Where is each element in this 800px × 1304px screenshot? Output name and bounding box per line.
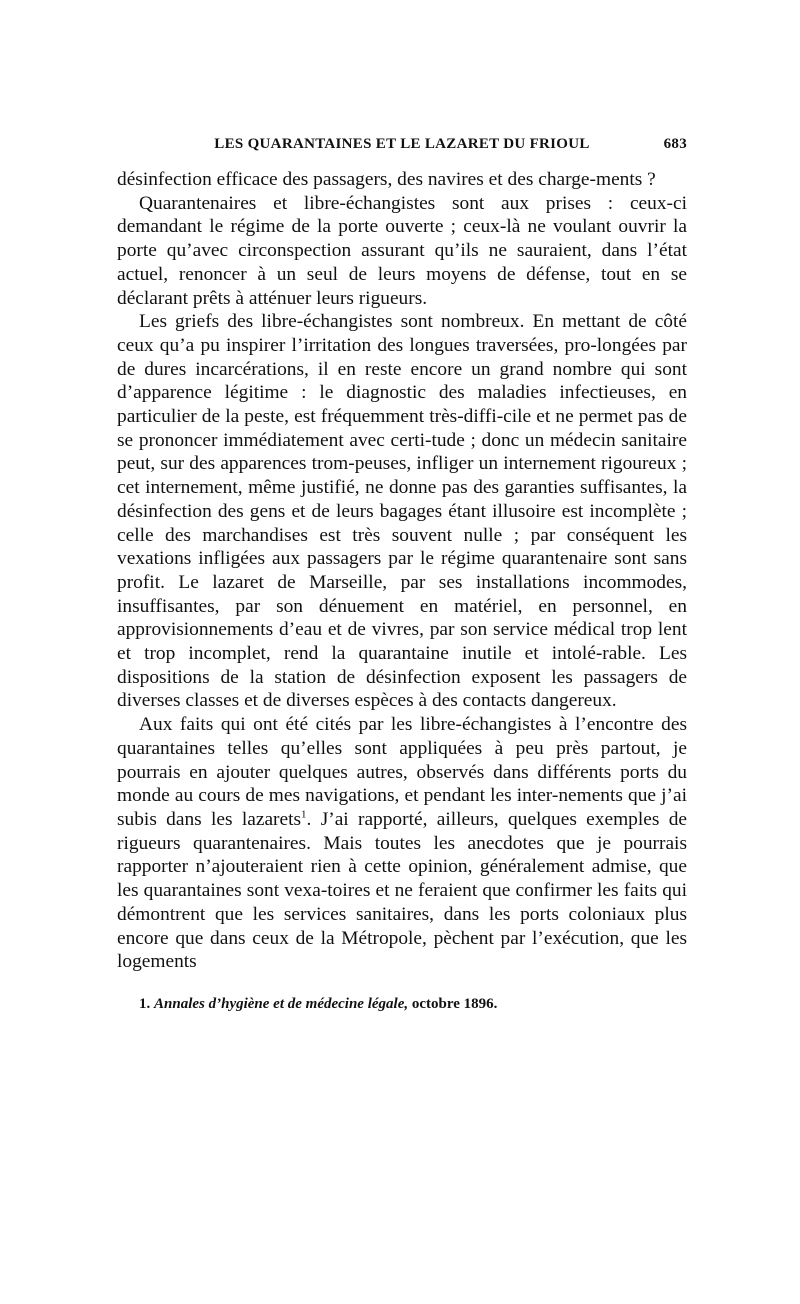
running-title: LES QUARANTAINES ET LE LAZARET DU FRIOUL: [214, 136, 590, 152]
footnote-reference[interactable]: 1: [301, 808, 307, 821]
footnote-date: octobre 1896.: [411, 995, 498, 1012]
footnote: [117, 996, 687, 1013]
running-header: [117, 136, 687, 166]
footnote-source: Annales d’hygiène et de médecine légale,: [154, 995, 409, 1012]
paragraph: Quarantenaires et libre-échangistes sont aux prises : ceux-ci demandant le régime de la porte ouverte ; ceux-là ne voulant ouvrir la porte qu’avec circonspection assurant qu’ils ne sauraient, dans l’état actuel, renoncer à un seul de leurs moyens de défense, tout en se déclarant prêts à atténuer leurs rigueurs.: [117, 192, 687, 309]
paragraph-continuation: désinfection efficace des passagers, des navires et des charge-ments ?: [117, 169, 656, 190]
body-text: [117, 168, 687, 974]
page-number: 683: [663, 136, 687, 152]
paragraph: [117, 713, 687, 974]
paragraph: Les griefs des libre-échangistes sont nombreux. En mettant de côté ceux qu’a pu inspirer l’irritation des longues traversées, pro-longées par de dures incarcérations, il en reste encore un grand nombre qui sont d’apparence légitime : le diagnostic des maladies infectieuses, en particulier de la peste, est fréquemment très-diffi-cile et ne permet pas de se prononcer immédiatement avec certi-tude ; donc un médecin sanitaire peut, sur des apparences trom-peuses, infliger un internement rigoureux ; cet internement, même justifié, ne donne pas des garanties suffisantes, la désinfection des gens et de leurs bagages étant illusoire est incomplète ; celle des marchandises est très souvent nulle ; par conséquent les vexations infligées aux passagers par le régime quarantenaire sont sans profit. Le lazaret de Marseille, par ses installations incommodes, insuffisantes, par son dénuement en matériel, en personnel, en approvisionnements d’eau et de vivres, par son service médical trop lent et trop incomplet, rend la quarantaine inutile et intolé-rable. Les dispositions de la station de désinfection exposent les passagers de diverses classes et de diverses espèces à des contacts dangereux.: [117, 311, 687, 712]
paragraph-text: Aux faits qui ont été cités par les libre-échangistes à l’encontre des quarantaines telles qu’elles sont appliquées à peu près partout, je pourrais en ajouter quelques autres, observés dans différents ports du monde au cours de mes navigations, et pendant les inter-nements que j’ai subis dans les lazarets: [117, 714, 687, 830]
book-page: [117, 136, 687, 1013]
footnote-number: 1.: [139, 995, 151, 1012]
paragraph-text: . J’ai rapporté, ailleurs, quelques exemples de rigueurs quarantenaires. Mais toutes les anecdotes que je pourrais rapporter n’ajouteraient rien à cette opinion, généralement admise, que les quarantaines sont vexa-toires et ne feraient que confirmer les faits qui démontrent que les services sanitaires, dans les ports coloniaux plus encore que dans ceux de la Métropole, pèchent par l’exécution, que les logements: [117, 808, 687, 973]
